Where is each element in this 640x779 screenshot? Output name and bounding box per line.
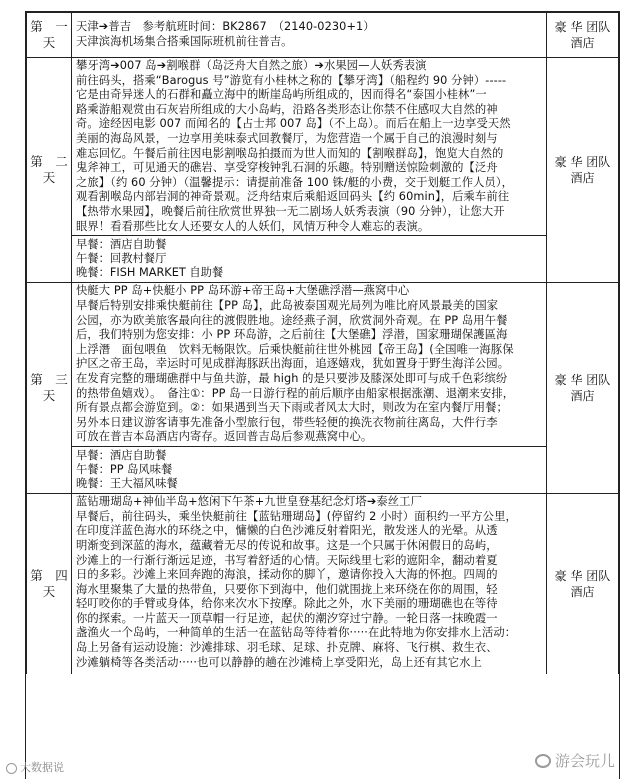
content-line: 在发育完整的珊瑚礁群中与鱼共游，最 high 的是只要涉及膝深处即可与成千色彩缤纷 [76,371,508,385]
day-2-meals-row [27,236,619,283]
content-line: 难忘回忆。午餐后前往因电影割喉岛拍摄而为世人而知的【割喉群岛】，饱览大自然的 [76,146,504,160]
content-line: 【热带水果园】，晚餐后前往欣赏世界独一无二剧场人妖秀表演（90 分钟），让您大开 [76,204,505,218]
content-line: 攀牙湾➔007 岛➔割喉群（岛泛舟大自然之旅）➔水果园—人妖秀表演 [76,59,427,72]
content-line: 在印度洋蓝色海水的环绕之中，慵懒的白色沙滩反射着阳光，散发迷人的光晕。从透 [76,524,498,538]
day-4-label-line-1: 第 四 [30,567,68,583]
content-line: 它是由奇异迷人的石群和矗立海中的断崖岛屿所组成的，因而得名“泰国小桂林”一 [76,88,487,102]
day-1-row [27,13,619,58]
meal-lunch: 午餐：PP 岛风味餐 [76,463,173,477]
day-3-label-line-1: 第 三 [30,372,68,388]
day-3-label-line-2: 天 [42,388,56,404]
content-line: 轻叮咬你的手臂或身体，给你来次水下按摩。除此之外，水下美丽的珊瑚礁也在等待 [76,597,498,611]
content-line: 日的多彩。沙滩上来回奔跑的海浪，揉动你的脚丫，邀请你投入大海的怀抱。四周的 [76,568,498,582]
content-line: 沙滩躺椅等各类活动·····也可以静静的趟在沙滩椅上享受阳光，岛上还有其它水上 [76,655,482,669]
content-line: 前往码头，搭乘“Barogus 号”游览有小桂林之称的【攀牙湾】（船程约 90 分钟）----- [76,73,507,87]
content-line: 上浮潛 面包喂鱼 饮料无畅限饮。后乘快艇前往世外桃园【帝王岛】(全国唯一海豚保 [76,342,514,356]
content-line: 明渐变到深蓝的海水，蕴藏着无尽的传说和故事。这是一个只属于休闲假日的岛屿， [76,538,498,552]
content-line: 海水里聚集了大量的热带鱼，只要你下到海中，他们就围拢上来环绕在你的周围，轻 [76,582,498,596]
content-line: 另外本日建议游客请事先准备小型旅行包，带些轻便的换洗衣物前往离岛，大件行李 [76,415,498,429]
day-3-meals-row [27,447,619,494]
day-3-meals [72,447,547,494]
content-line: 之旅】（约 60 分钟）（温馨提示：请提前准备 100 铢/艇的小费，交于划艇工作人员）， [76,175,514,189]
day-1-content [72,13,547,58]
day-2-label-line-2: 天 [42,170,56,186]
content-line: 你的探索。一片蓝天一顶草帽一行足迹，起伏的潮汐穿过宁静。一轮日落一抹晚霞一 [76,611,498,625]
content-line: 护区之帝王岛，幸运时可见成群海豚跃出海面，追逐嬉戏，犹如置身于野生海洋公园。 [76,357,510,371]
content-line: 早餐后，前往码头，乘坐快艇前往【蓝钻珊瑚岛】(停留约 2 小时）面积约一平方公里， [76,509,517,523]
content-line: 奇。途经因电影 007 而闻名的【占士邦 007 岛】（不上岛）。而后在船上一边享受天然 [76,117,511,131]
day-1-hotel: 豪 华 团队酒店 [547,13,619,58]
content-line: 天津滨海机场集合搭乘国际班机前往普吉。 [76,35,293,48]
day-4-content [72,494,547,674]
day-2-label [27,58,72,283]
content-line: 天津➔普吉 参考航班时间：BK2867 （2140-0230+1） [76,20,375,34]
content-line: 所有景点都会游览到。②：如果遇到当天下雨或者风太大时，则改为在室内餐厅用餐； [76,401,508,415]
content-line: 眼界！看看那些比女人还要女人的人妖们，风情万种令人难忘的表演。 [76,219,430,233]
meal-breakfast: 早餐：酒店自助餐 [76,449,167,463]
meal-lunch: 午餐：回教村餐厅 [76,252,167,266]
day-2-label-line-1: 第 二 [30,154,68,170]
content-line: 观看割喉岛内部岩洞的神奇景观。泛舟结束后乘船返回码头【约 60min】，后乘车前往 [76,190,510,204]
itinerary-sheet [25,11,620,779]
day-1-label [27,13,72,58]
meal-breakfast: 早餐：酒店自助餐 [76,238,167,252]
watermark-right [532,750,618,771]
itinerary-table [26,12,619,674]
meal-dinner: 晚餐：FISH MARKET 自助餐 [76,266,224,280]
content-line: 路乘游船观赏由石灰岩所组成的大小岛屿，沿路各类形态让你禁不住感叹大自然的神 [76,102,498,116]
content-line: 岛上另备有运动设施：沙滩排球、羽毛球、足球、扑克牌、麻将、飞行棋、救生衣、 [76,641,498,655]
meal-dinner: 晚餐：王大福风味餐 [76,477,178,491]
day-1-label-line-1: 第 一 [30,19,68,34]
day-2-row [27,58,619,236]
watermark-logo-icon [6,763,17,774]
watermark-left-text: 大数据说 [20,761,64,774]
day-1-label-line-2: 天 [42,35,56,50]
content-line: 早餐后特别安排乘快艇前往【PP 岛】，此岛被泰国观光局列为唯比府风景最美的国家 [76,298,499,312]
content-line: 沙滩上的一行渐行渐远足迹，书写着舒适的心情。天际线里七彩的遮阳伞，翻动着夏 [76,553,498,567]
content-line: 后，我们特别为您安排：小 PP 环岛游，之后前往【大堡礁】浮潜，国家珊瑚保護區海 [76,328,508,342]
day-3-label [27,283,72,494]
day-3-hotel: 豪 华 团队酒店 [547,283,619,494]
content-line: 可放在普吉本岛酒店内寄存。返回普吉岛后参观燕窝中心。 [76,430,373,444]
day-2-hotel: 豪 华 团队酒店 [547,58,619,283]
day-4-row [27,494,619,674]
day-2-content [72,58,547,236]
day-2-meals [72,236,547,283]
content-line: 蓝钻珊瑚岛+神仙半岛+悠闲下午茶+九世皇登基纪念灯塔➔泰丝工厂 [76,495,422,509]
content-line: 盏渔火一个岛屿，一种简单的生活一在蓝钻岛等待着你·····在此特地为你安排水上活动： [76,626,517,640]
day-4-hotel: 豪 华 团队酒店 [547,494,619,674]
content-line: 美丽的海岛风景，一边享用美味泰式回教餐厅，为您营造一个属于自己的浪漫时刻与 [76,131,498,145]
watermark-right-text: 游会玩儿 [554,752,615,770]
content-line: 公园，亦为欧美旅客最向往的渡假胜地。途经燕子洞，欣赏洞外奇观。在 PP 岛用午餐 [76,313,508,327]
content-line: 快艇大 PP 岛+快艇小 PP 岛环游+帝王岛+大堡礁浮潜—燕窝中心 [76,284,410,298]
content-line: 的热带鱼嬉戏）。 备注①：PP 岛一日游行程的前后顺序由船家根据涨潮、退潮来安排， [76,386,515,400]
watermark-left [6,759,64,775]
day-4-label [27,494,72,674]
wechat-icon [535,754,551,768]
day-4-label-line-2: 天 [42,583,56,599]
day-3-content [72,283,547,447]
content-line: 鬼斧神工，可见通天的礁岩、享受穿梭钟乳石洞的乐趣。特别赠送惊险刺激的【泛舟 [76,161,498,175]
day-3-row [27,283,619,447]
